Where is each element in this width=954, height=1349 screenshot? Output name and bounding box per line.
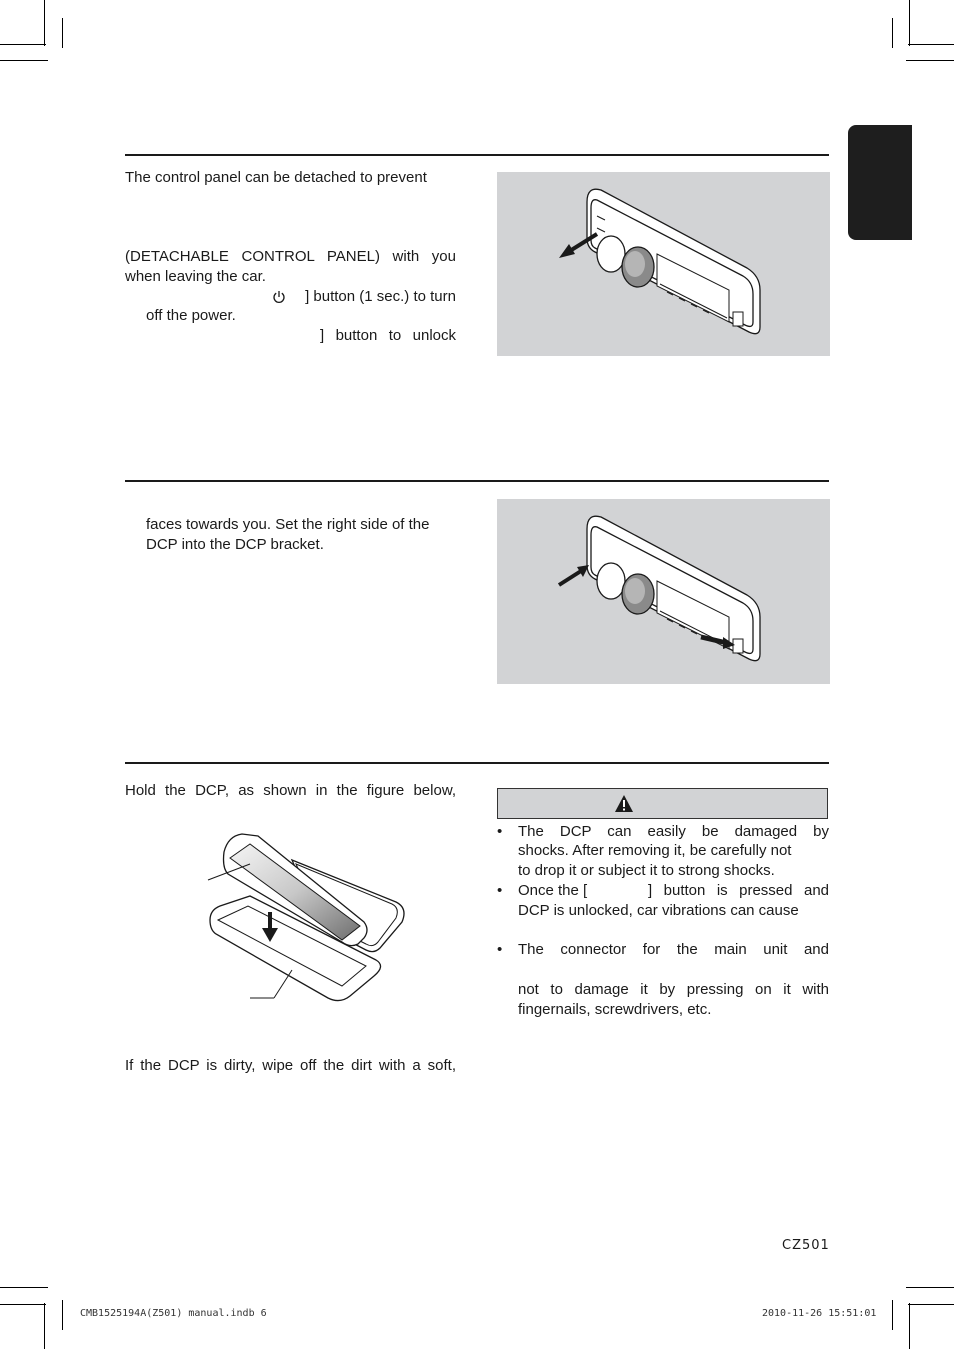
caution-text: The connector for the main unit and [518,941,829,958]
crop-mark [909,1303,910,1349]
warning-triangle-icon [614,794,634,813]
crop-mark [908,1304,954,1305]
body-line: ] button to unlock [320,327,456,344]
footer-file: CMB1525194A(Z501) manual.indb 6 [80,1308,267,1319]
crop-mark [909,0,910,46]
crop-mark [892,18,893,48]
crop-mark [892,1300,893,1330]
body-line: off the power. [146,307,236,324]
section-rule [125,480,829,482]
section-rule [125,154,829,156]
crop-mark [906,60,954,61]
footer-timestamp: 2010-11-26 15:51:01 [762,1308,877,1319]
dcp-case-figure [200,830,410,1005]
caution-header [497,788,828,819]
detach-figure [497,172,830,356]
caution-text: ] button is pressed and [648,882,829,899]
power-icon [272,290,286,304]
crop-mark [906,1287,954,1288]
body-line: faces towards you. Set the right side of the [146,516,430,533]
body-line: The control panel can be detached to prevent [125,169,427,186]
crop-mark [0,44,46,45]
body-line: If the DCP is dirty, wipe off the dirt with a soft, [125,1057,456,1074]
crop-mark [0,1304,46,1305]
bullet-icon: • [497,941,503,958]
caution-text: The DCP can easily be damaged by [518,823,829,840]
crop-mark [908,44,954,45]
caution-text: fingernails, screwdrivers, etc. [518,1001,712,1018]
language-tab [848,125,912,240]
caution-text: DCP is unlocked, car vibrations can cause [518,902,799,919]
body-line: when leaving the car. [125,268,266,285]
model-number: CZ501 [782,1238,830,1253]
section-rule [125,762,829,764]
caution-text: shocks. After removing it, be carefully not [518,842,792,859]
attach-figure [497,499,830,684]
body-line: (DETACHABLE CONTROL PANEL) with you [125,248,456,265]
crop-mark [0,60,48,61]
caution-text: Once the [ [518,882,588,899]
bullet-icon: • [497,882,503,899]
body-line: ] button (1 sec.) to turn [305,288,456,305]
caution-text: to drop it or subject it to strong shocks. [518,862,775,879]
body-line: DCP into the DCP bracket. [146,536,324,553]
bullet-icon: • [497,823,503,840]
crop-mark [44,1303,45,1349]
crop-mark [44,0,45,46]
body-line: Hold the DCP, as shown in the figure below, [125,782,456,799]
caution-text: not to damage it by pressing on it with [518,981,829,998]
crop-mark [62,18,63,48]
crop-mark [0,1287,48,1288]
crop-mark [62,1300,63,1330]
